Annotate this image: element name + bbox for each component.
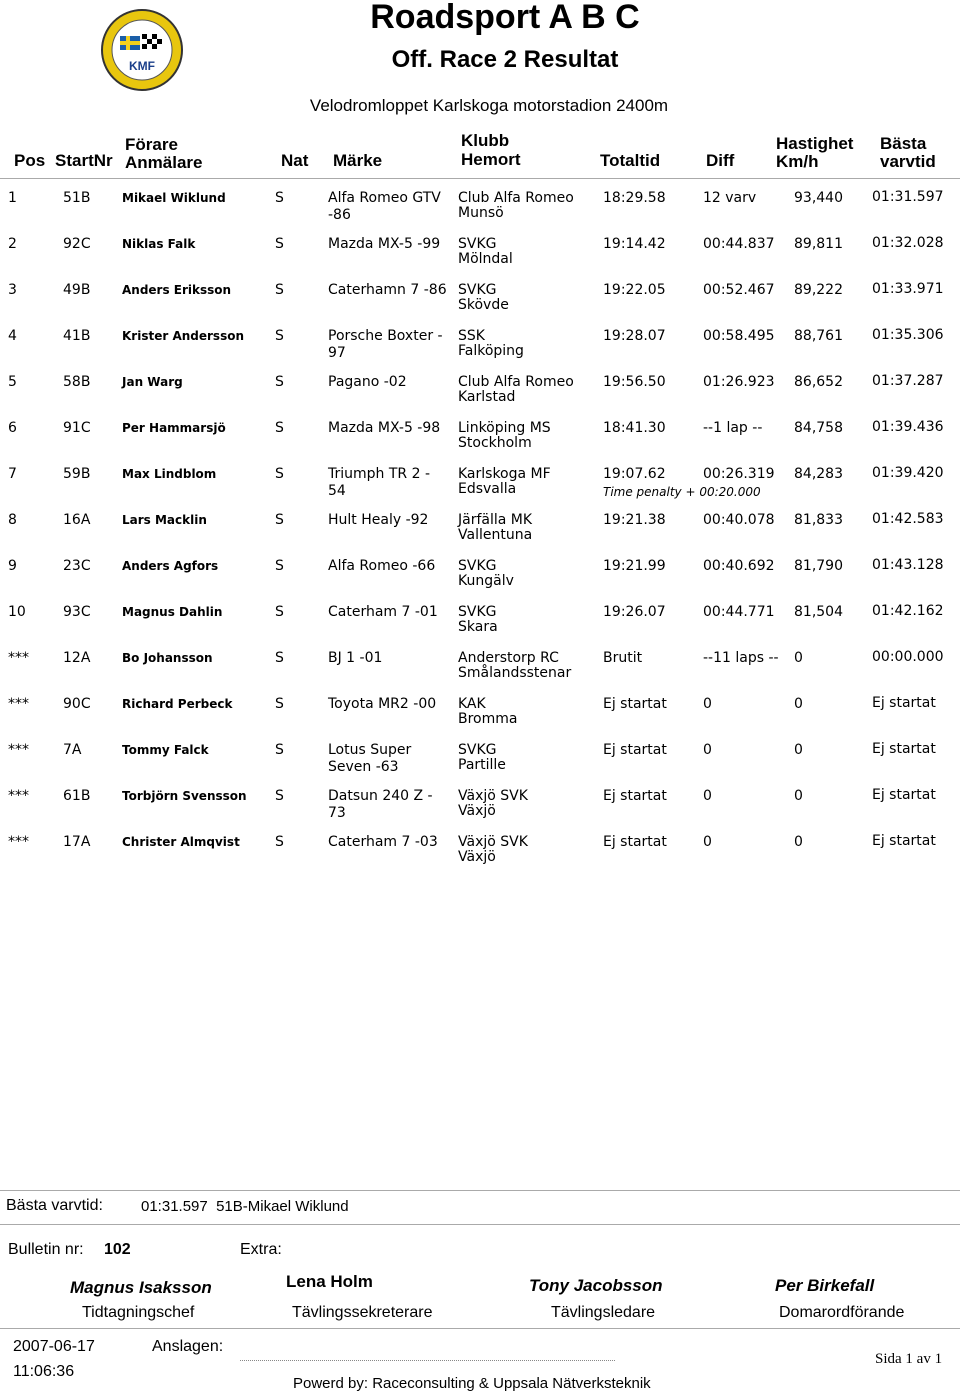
row-speed: 81,504	[794, 604, 843, 620]
row-diff: 01:26.923	[703, 374, 775, 390]
row-nat: S	[275, 420, 284, 436]
official-role-3: Tävlingsledare	[551, 1304, 656, 1321]
row-diff: 00:52.467	[703, 282, 775, 298]
row-pos: 7	[8, 466, 17, 482]
row-diff: --11 laps --	[703, 650, 779, 666]
row-make: Lotus Super	[328, 742, 412, 758]
row-hometown: Falköping	[458, 343, 524, 359]
row-best-lap: Ej startat	[872, 787, 936, 803]
row-total: 19:22.05	[603, 282, 666, 298]
row-total: 19:21.99	[603, 558, 666, 574]
row-driver: Krister Andersson	[122, 329, 244, 343]
row-total: 19:26.07	[603, 604, 666, 620]
row-diff: 00:44.837	[703, 236, 775, 252]
col-speed: Hastighet	[776, 134, 854, 153]
row-startnr: 49B	[63, 282, 91, 298]
row-make: Porsche Boxter -	[328, 328, 443, 344]
row-hometown: Växjö	[458, 803, 496, 819]
row-club: KAK	[458, 696, 486, 712]
row-driver: Max Lindblom	[122, 467, 217, 481]
col-startnr: StartNr	[55, 151, 113, 170]
row-total: Ej startat	[603, 834, 667, 850]
row-total: Ej startat	[603, 788, 667, 804]
row-best-lap: Ej startat	[872, 695, 936, 711]
row-make-cont: -86	[328, 207, 351, 223]
row-hometown: Partille	[458, 757, 506, 773]
row-nat: S	[275, 742, 284, 758]
row-speed: 81,790	[794, 558, 843, 574]
row-speed: 0	[794, 696, 803, 712]
row-best-lap: 01:32.028	[872, 235, 944, 251]
row-make: Alfa Romeo GTV	[328, 190, 441, 206]
row-best-lap: Ej startat	[872, 741, 936, 757]
row-club: Club Alfa Romeo	[458, 190, 574, 206]
col-speed-unit: Km/h	[776, 152, 819, 171]
row-club: SVKG	[458, 558, 497, 574]
row-hometown: Smålandsstenar	[458, 665, 572, 681]
official-name-1: Magnus Isaksson	[70, 1278, 212, 1297]
row-club: Karlskoga MF	[458, 466, 551, 482]
header-divider	[0, 178, 960, 179]
row-driver: Magnus Dahlin	[122, 605, 223, 619]
col-driver: Förare	[125, 135, 178, 154]
row-make: Toyota MR2 -00	[328, 696, 437, 712]
row-diff: 0	[703, 696, 712, 712]
col-hometown: Hemort	[461, 150, 521, 169]
row-startnr: 51B	[63, 190, 91, 206]
row-pos: 4	[8, 328, 17, 344]
col-make: Märke	[333, 151, 383, 170]
row-pos: 10	[8, 604, 26, 620]
row-total: 18:41.30	[603, 420, 666, 436]
row-pos: 2	[8, 236, 17, 252]
row-speed: 0	[794, 742, 803, 758]
row-diff: 0	[703, 834, 712, 850]
row-diff: 0	[703, 788, 712, 804]
footer-divider-top	[0, 1190, 960, 1191]
row-speed: 84,758	[794, 420, 843, 436]
row-pos: ***	[8, 696, 29, 712]
row-speed: 93,440	[794, 190, 843, 206]
row-hometown: Bromma	[458, 711, 518, 727]
row-total: Brutit	[603, 650, 643, 666]
row-total: 19:14.42	[603, 236, 666, 252]
row-driver: Christer Almqvist	[122, 835, 240, 849]
row-make: Caterhamn 7 -86	[328, 282, 447, 298]
row-startnr: 12A	[63, 650, 91, 666]
row-speed: 89,811	[794, 236, 843, 252]
row-startnr: 17A	[63, 834, 91, 850]
row-best-lap: 01:43.128	[872, 557, 944, 573]
row-nat: S	[275, 236, 284, 252]
row-total: 19:21.38	[603, 512, 666, 528]
row-startnr: 58B	[63, 374, 91, 390]
row-total: Ej startat	[603, 696, 667, 712]
official-role-2: Tävlingssekreterare	[292, 1304, 433, 1321]
row-make: Datsun 240 Z -	[328, 788, 433, 804]
row-driver: Mikael Wiklund	[122, 191, 226, 205]
row-total: 18:29.58	[603, 190, 666, 206]
row-diff: 00:40.078	[703, 512, 775, 528]
row-nat: S	[275, 696, 284, 712]
row-make-cont: Seven -63	[328, 759, 399, 775]
col-best-sub: varvtid	[880, 152, 936, 171]
official-name-4: Per Birkefall	[775, 1276, 875, 1295]
row-hometown: Skövde	[458, 297, 509, 313]
col-pos: Pos	[14, 151, 46, 170]
row-club: SVKG	[458, 742, 497, 758]
row-startnr: 90C	[63, 696, 91, 712]
row-hometown: Stockholm	[458, 435, 532, 451]
best-lap-label: Bästa varvtid:	[6, 1197, 103, 1214]
print-time: 11:06:36	[13, 1363, 75, 1380]
row-best-lap: 01:33.971	[872, 281, 944, 297]
row-pos: 5	[8, 374, 17, 390]
bulletin-number: 102	[104, 1241, 131, 1258]
row-pos: ***	[8, 788, 29, 804]
col-diff: Diff	[706, 151, 735, 170]
row-make-cont: 54	[328, 483, 346, 499]
row-startnr: 61B	[63, 788, 91, 804]
col-nat: Nat	[281, 151, 309, 170]
row-make: Caterham 7 -01	[328, 604, 438, 620]
row-pos: 3	[8, 282, 17, 298]
row-driver: Anders Eriksson	[122, 283, 232, 297]
row-diff: 00:44.771	[703, 604, 775, 620]
row-make: Triumph TR 2 -	[328, 466, 430, 482]
row-driver: Tommy Falck	[122, 743, 209, 757]
row-speed: 89,222	[794, 282, 843, 298]
row-best-lap: 01:31.597	[872, 189, 944, 205]
row-hometown: Karlstad	[458, 389, 516, 405]
row-nat: S	[275, 282, 284, 298]
row-driver: Bo Johansson	[122, 651, 213, 665]
col-entrant: Anmälare	[125, 153, 203, 172]
row-club: Linköping MS	[458, 420, 551, 436]
row-hometown: Växjö	[458, 849, 496, 865]
row-best-lap: 01:39.420	[872, 465, 944, 481]
footer-divider-mid	[0, 1224, 960, 1225]
row-speed: 0	[794, 788, 803, 804]
posted-label: Anslagen:	[152, 1338, 224, 1355]
row-speed: 0	[794, 834, 803, 850]
row-pos: 1	[8, 190, 17, 206]
row-nat: S	[275, 788, 284, 804]
row-club: Järfälla MK	[458, 512, 533, 528]
row-total: 19:28.07	[603, 328, 666, 344]
official-name-3: Tony Jacobsson	[529, 1276, 663, 1295]
row-best-lap: 01:39.436	[872, 419, 944, 435]
row-driver: Torbjörn Svensson	[122, 789, 247, 803]
row-make: Mazda MX-5 -98	[328, 420, 441, 436]
row-speed: 84,283	[794, 466, 843, 482]
row-pos: 9	[8, 558, 17, 574]
row-diff: 00:58.495	[703, 328, 775, 344]
col-total: Totaltid	[600, 151, 661, 170]
row-club: SVKG	[458, 604, 497, 620]
official-name-2: Lena Holm	[286, 1272, 373, 1291]
row-best-lap: 01:37.287	[872, 373, 944, 389]
row-startnr: 16A	[63, 512, 91, 528]
row-club: Club Alfa Romeo	[458, 374, 574, 390]
row-make-cont: 73	[328, 805, 346, 821]
row-club: Anderstorp RC	[458, 650, 559, 666]
footer-divider-bottom	[0, 1328, 960, 1329]
row-diff: 00:40.692	[703, 558, 775, 574]
row-driver: Anders Agfors	[122, 559, 219, 573]
venue: Velodromloppet Karlskoga motorstadion 2400m	[309, 96, 669, 115]
col-best: Bästa	[880, 134, 927, 153]
row-nat: S	[275, 558, 284, 574]
row-hometown: Edsvalla	[458, 481, 517, 497]
row-diff: 0	[703, 742, 712, 758]
row-hometown: Vallentuna	[458, 527, 533, 543]
row-penalty: Time penalty + 00:20.000	[603, 485, 761, 499]
row-driver: Jan Warg	[122, 375, 183, 389]
row-best-lap: 00:00.000	[872, 649, 944, 665]
row-startnr: 59B	[63, 466, 91, 482]
bulletin-label: Bulletin nr:	[8, 1241, 84, 1258]
row-pos: 6	[8, 420, 17, 436]
row-make-cont: 97	[328, 345, 346, 361]
row-startnr: 7A	[63, 742, 82, 758]
page-title: Roadsport A B C	[370, 0, 640, 36]
row-driver: Lars Macklin	[122, 513, 207, 527]
best-lap-value: 01:31.597 51B-Mikael Wiklund	[141, 1198, 349, 1215]
row-make: Mazda MX-5 -99	[328, 236, 441, 252]
col-club: Klubb	[461, 131, 510, 150]
row-nat: S	[275, 604, 284, 620]
row-speed: 86,652	[794, 374, 843, 390]
row-make: Pagano -02	[328, 374, 407, 390]
row-nat: S	[275, 834, 284, 850]
row-hometown: Kungälv	[458, 573, 514, 589]
row-club: SVKG	[458, 282, 497, 298]
official-role-1: Tidtagningschef	[82, 1304, 195, 1321]
official-role-4: Domarordförande	[779, 1304, 905, 1321]
row-pos: ***	[8, 834, 29, 850]
row-best-lap: 01:42.162	[872, 603, 944, 619]
row-best-lap: 01:35.306	[872, 327, 944, 343]
row-pos: 8	[8, 512, 17, 528]
powered-by: Powerd by: Raceconsulting & Uppsala Nätverksteknik	[293, 1375, 651, 1392]
row-nat: S	[275, 328, 284, 344]
extra-label: Extra:	[240, 1241, 282, 1258]
row-total: 19:56.50	[603, 374, 666, 390]
svg-text:KMF: KMF	[129, 59, 155, 73]
row-nat: S	[275, 190, 284, 206]
row-club: Växjö SVK	[458, 788, 528, 804]
row-speed: 81,833	[794, 512, 843, 528]
page-subtitle: Off. Race 2 Resultat	[391, 46, 619, 73]
row-make: Hult Healy -92	[328, 512, 429, 528]
row-make: Caterham 7 -03	[328, 834, 438, 850]
row-nat: S	[275, 650, 284, 666]
row-hometown: Munsö	[458, 205, 504, 221]
row-driver: Richard Perbeck	[122, 697, 233, 711]
row-nat: S	[275, 374, 284, 390]
row-driver: Per Hammarsjö	[122, 421, 226, 435]
row-total: Ej startat	[603, 742, 667, 758]
row-startnr: 23C	[63, 558, 91, 574]
row-make: Alfa Romeo -66	[328, 558, 436, 574]
row-speed: 0	[794, 650, 803, 666]
row-make: BJ 1 -01	[328, 650, 383, 666]
row-pos: ***	[8, 742, 29, 758]
row-club: SVKG	[458, 236, 497, 252]
row-diff: 12 varv	[703, 190, 757, 206]
row-driver: Niklas Falk	[122, 237, 196, 251]
row-startnr: 91C	[63, 420, 91, 436]
print-date: 2007-06-17	[13, 1338, 95, 1355]
row-diff: --1 lap --	[703, 420, 763, 436]
row-club: Växjö SVK	[458, 834, 528, 850]
row-startnr: 41B	[63, 328, 91, 344]
row-startnr: 93C	[63, 604, 91, 620]
row-nat: S	[275, 466, 284, 482]
page-number: Sida 1 av 1	[875, 1351, 943, 1367]
row-best-lap: 01:42.583	[872, 511, 944, 527]
row-total: 19:07.62	[603, 466, 666, 482]
row-nat: S	[275, 512, 284, 528]
row-pos: ***	[8, 650, 29, 666]
posted-line	[240, 1360, 615, 1361]
row-hometown: Mölndal	[458, 251, 513, 267]
row-startnr: 92C	[63, 236, 91, 252]
row-hometown: Skara	[458, 619, 498, 635]
row-diff: 00:26.319	[703, 466, 775, 482]
row-club: SSK	[458, 328, 485, 344]
row-best-lap: Ej startat	[872, 833, 936, 849]
row-speed: 88,761	[794, 328, 843, 344]
